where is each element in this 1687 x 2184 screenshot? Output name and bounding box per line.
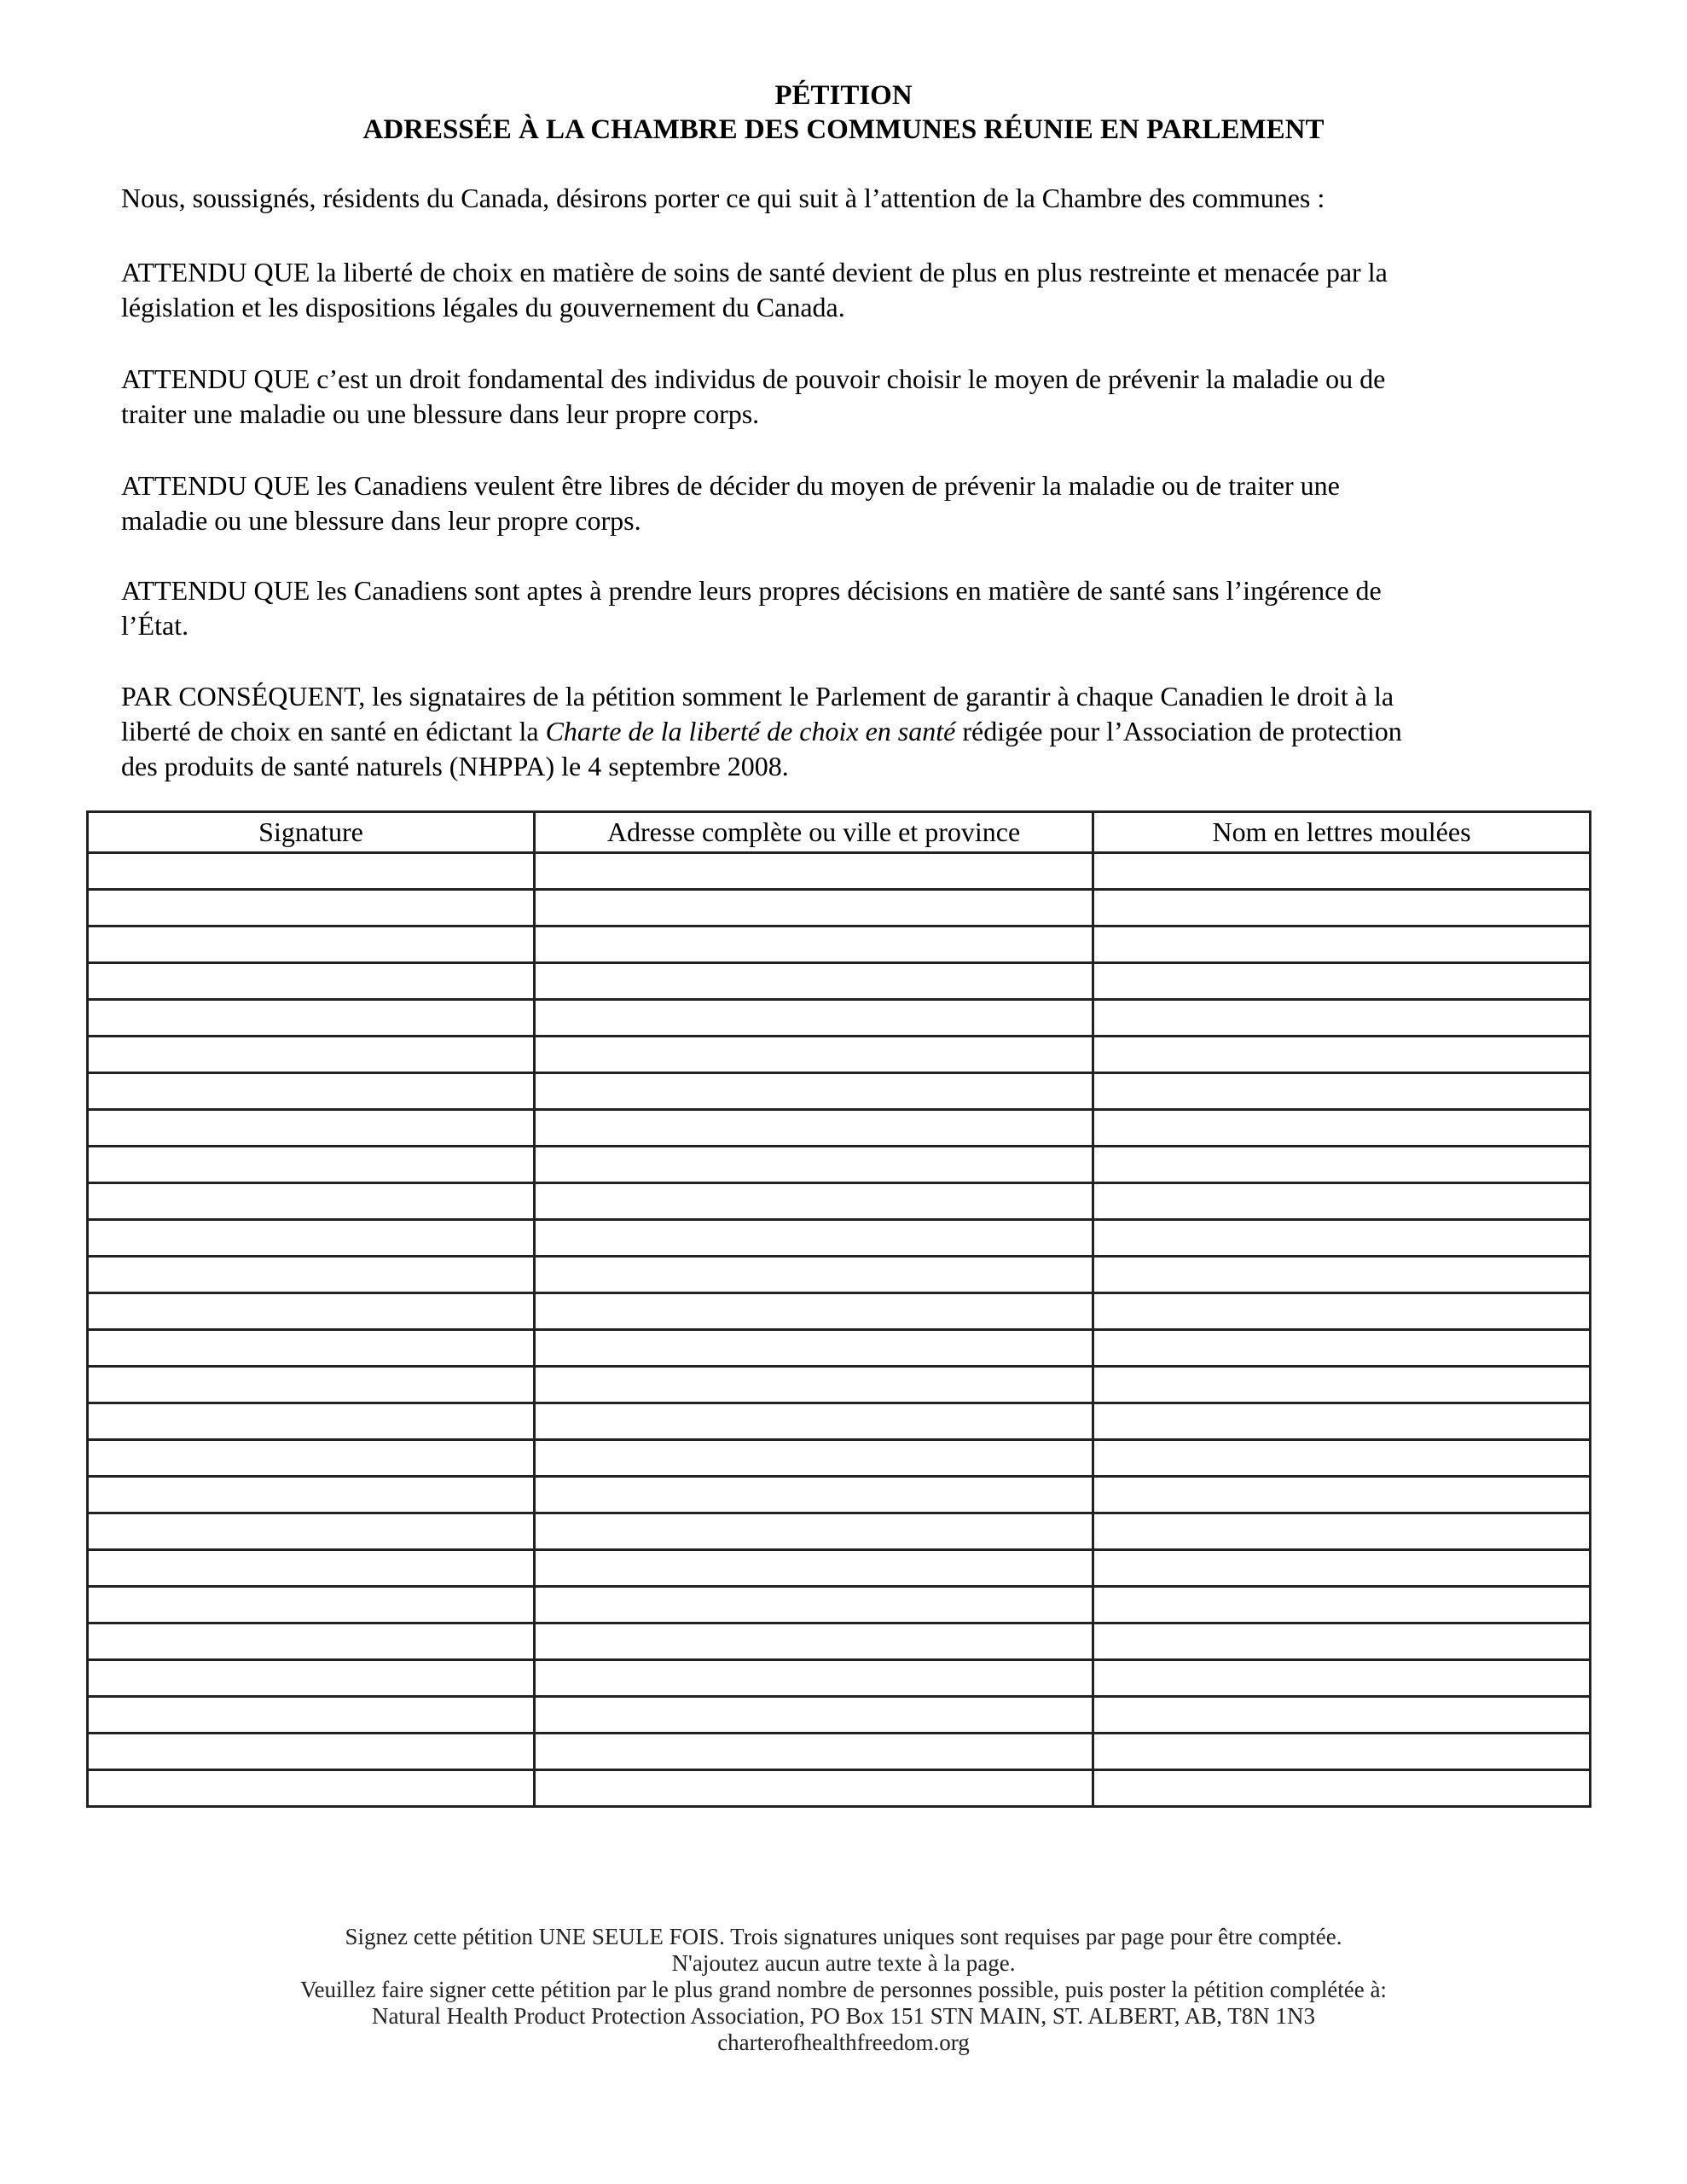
table-row (88, 1220, 1591, 1257)
table-row (88, 1660, 1591, 1697)
whereas-line: l’État. (121, 610, 189, 641)
table-row (88, 1477, 1591, 1513)
signature-cell[interactable] (88, 1220, 535, 1257)
address-cell[interactable] (535, 1587, 1093, 1623)
intro-text: Nous, soussignés, résidents du Canada, désirons porter ce qui suit à l’attention de la Chambre des communes : (121, 183, 1325, 213)
signature-cell[interactable] (88, 1330, 535, 1367)
printed-name-cell[interactable] (1093, 890, 1591, 926)
printed-name-cell[interactable] (1093, 1330, 1591, 1367)
address-cell[interactable] (535, 1440, 1093, 1477)
printed-name-cell[interactable] (1093, 1660, 1591, 1697)
signature-cell[interactable] (88, 1697, 535, 1734)
signature-cell[interactable] (88, 853, 535, 890)
footer-instruction-no-text: N'ajoutez aucun autre texte à la page. (671, 1950, 1016, 1976)
address-cell[interactable] (535, 1330, 1093, 1367)
table-row (88, 1513, 1591, 1550)
table-row (88, 1550, 1591, 1587)
table-row (88, 926, 1591, 963)
column-header-signature: Signature (88, 812, 535, 853)
signature-cell[interactable] (88, 890, 535, 926)
address-cell[interactable] (535, 1220, 1093, 1257)
signature-cell[interactable] (88, 1293, 535, 1330)
whereas-line: ATTENDU QUE les Canadiens sont aptes à prendre leurs propres décisions en matière de santé sans l’ingérence de (121, 575, 1382, 606)
address-cell[interactable] (535, 1110, 1093, 1147)
whereas-line: ATTENDU QUE les Canadiens veulent être libres de décider du moyen de prévenir la maladie ou de traiter une (121, 470, 1340, 501)
table-row (88, 1623, 1591, 1660)
whereas-line: traiter une maladie ou une blessure dans leur propre corps. (121, 398, 760, 429)
petition-title: PÉTITION (774, 80, 913, 111)
signature-cell[interactable] (88, 1073, 535, 1110)
signature-cell[interactable] (88, 1000, 535, 1037)
address-cell[interactable] (535, 1183, 1093, 1220)
signature-cell[interactable] (88, 1623, 535, 1660)
table-row (88, 1440, 1591, 1477)
signature-cell[interactable] (88, 1147, 535, 1183)
footer-instruction-sign-once: Signez cette pétition UNE SEULE FOIS. Trois signatures uniques sont requises par page pour être comptée. (345, 1924, 1342, 1949)
signature-cell[interactable] (88, 1403, 535, 1440)
signature-cell[interactable] (88, 1183, 535, 1220)
printed-name-cell[interactable] (1093, 1697, 1591, 1734)
table-row (88, 1147, 1591, 1183)
signature-cell[interactable] (88, 1037, 535, 1073)
printed-name-cell[interactable] (1093, 1513, 1591, 1550)
address-cell[interactable] (535, 1293, 1093, 1330)
address-cell[interactable] (535, 926, 1093, 963)
printed-name-cell[interactable] (1093, 1770, 1591, 1807)
charter-title: Charte de la liberté de choix en santé (545, 716, 956, 746)
conclusion-text: rédigée pour l’Association de protection (955, 716, 1402, 746)
address-cell[interactable] (535, 853, 1093, 890)
printed-name-cell[interactable] (1093, 1000, 1591, 1037)
address-cell[interactable] (535, 1403, 1093, 1440)
table-row (88, 1330, 1591, 1367)
table-row (88, 853, 1591, 890)
printed-name-cell[interactable] (1093, 1477, 1591, 1513)
address-cell[interactable] (535, 1660, 1093, 1697)
printed-name-cell[interactable] (1093, 1734, 1591, 1770)
whereas-paragraph-2 (121, 362, 1571, 432)
signature-cell[interactable] (88, 1550, 535, 1587)
address-cell[interactable] (535, 1073, 1093, 1110)
printed-name-cell[interactable] (1093, 1073, 1591, 1110)
whereas-line: ATTENDU QUE la liberté de choix en matière de soins de santé devient de plus en plus restreinte et menacée par la (121, 257, 1388, 288)
table-row (88, 1257, 1591, 1293)
whereas-paragraph-1 (121, 255, 1571, 325)
signature-cell[interactable] (88, 1734, 535, 1770)
whereas-paragraph-3 (121, 468, 1571, 538)
address-cell[interactable] (535, 1770, 1093, 1807)
column-header-printed-name: Nom en lettres moulées (1093, 812, 1591, 853)
conclusion-line: des produits de santé naturels (NHPPA) le 4 septembre 2008. (121, 751, 789, 781)
signature-cell[interactable] (88, 1660, 535, 1697)
address-cell[interactable] (535, 1550, 1093, 1587)
column-header-address: Adresse complète ou ville et province (535, 812, 1093, 853)
printed-name-cell[interactable] (1093, 1367, 1591, 1403)
table-row (88, 1770, 1591, 1807)
printed-name-cell[interactable] (1093, 1147, 1591, 1183)
footer-website: charterofhealthfreedom.org (717, 2030, 970, 2055)
printed-name-cell[interactable] (1093, 1587, 1591, 1623)
signature-cell[interactable] (88, 1587, 535, 1623)
printed-name-cell[interactable] (1093, 1220, 1591, 1257)
signature-cell[interactable] (88, 1367, 535, 1403)
signature-cell[interactable] (88, 926, 535, 963)
signature-cell[interactable] (88, 1477, 535, 1513)
printed-name-cell[interactable] (1093, 1037, 1591, 1073)
conclusion-paragraph (121, 679, 1571, 784)
conclusion-line: PAR CONSÉQUENT, les signataires de la pétition somment le Parlement de garantir à chaque Canadien le droit à la (121, 681, 1394, 712)
printed-name-cell[interactable] (1093, 1623, 1591, 1660)
printed-name-cell[interactable] (1093, 1293, 1591, 1330)
address-cell[interactable] (535, 1147, 1093, 1183)
printed-name-cell[interactable] (1093, 1403, 1591, 1440)
whereas-paragraph-4 (121, 573, 1571, 643)
whereas-line: maladie ou une blessure dans leur propre corps. (121, 505, 641, 536)
address-cell[interactable] (535, 1000, 1093, 1037)
address-cell[interactable] (535, 1623, 1093, 1660)
printed-name-cell[interactable] (1093, 1440, 1591, 1477)
table-row (88, 1734, 1591, 1770)
signature-cell[interactable] (88, 1440, 535, 1477)
printed-name-cell[interactable] (1093, 1550, 1591, 1587)
address-cell[interactable] (535, 1734, 1093, 1770)
table-row (88, 1110, 1591, 1147)
footer-instruction-mail: Veuillez faire signer cette pétition par le plus grand nombre de personnes possible, puis poster la pétition complétée à: (300, 1977, 1387, 2002)
table-row (88, 1293, 1591, 1330)
whereas-line: ATTENDU QUE c’est un droit fondamental des individus de pouvoir choisir le moyen de prévenir la maladie ou de (121, 363, 1386, 394)
table-row (88, 1037, 1591, 1073)
address-cell[interactable] (535, 963, 1093, 1000)
intro-paragraph (121, 181, 1571, 216)
petition-subtitle: ADRESSÉE À LA CHAMBRE DES COMMUNES RÉUNIE EN PARLEMENT (362, 114, 1325, 145)
signature-cell[interactable] (88, 963, 535, 1000)
printed-name-cell[interactable] (1093, 1110, 1591, 1147)
address-cell[interactable] (535, 1257, 1093, 1293)
address-cell[interactable] (535, 890, 1093, 926)
signature-rows (88, 853, 1591, 1807)
table-row (88, 890, 1591, 926)
table-row (88, 1587, 1591, 1623)
address-cell[interactable] (535, 1367, 1093, 1403)
address-cell[interactable] (535, 1697, 1093, 1734)
signature-cell[interactable] (88, 1257, 535, 1293)
address-cell[interactable] (535, 1513, 1093, 1550)
table-row (88, 1697, 1591, 1734)
printed-name-cell[interactable] (1093, 963, 1591, 1000)
table-header-row (88, 812, 1591, 853)
address-cell[interactable] (535, 1037, 1093, 1073)
footer-mailing-address: Natural Health Product Protection Association, PO Box 151 STN MAIN, ST. ALBERT, AB, T8N 1N3 (371, 2003, 1316, 2029)
printed-name-cell[interactable] (1093, 853, 1591, 890)
printed-name-cell[interactable] (1093, 926, 1591, 963)
conclusion-line (121, 714, 1571, 749)
printed-name-cell[interactable] (1093, 1257, 1591, 1293)
signature-cell[interactable] (88, 1513, 535, 1550)
table-row (88, 1367, 1591, 1403)
signature-table (86, 810, 1591, 1808)
table-row (88, 1403, 1591, 1440)
whereas-line: législation et les dispositions légales du gouvernement du Canada. (121, 292, 845, 322)
table-row (88, 963, 1591, 1000)
table-row (88, 1000, 1591, 1037)
signature-cell[interactable] (88, 1110, 535, 1147)
signature-cell[interactable] (88, 1770, 535, 1807)
table-row (88, 1183, 1591, 1220)
printed-name-cell[interactable] (1093, 1183, 1591, 1220)
table-row (88, 1073, 1591, 1110)
address-cell[interactable] (535, 1477, 1093, 1513)
conclusion-text: liberté de choix en santé en édictant la (121, 716, 546, 746)
